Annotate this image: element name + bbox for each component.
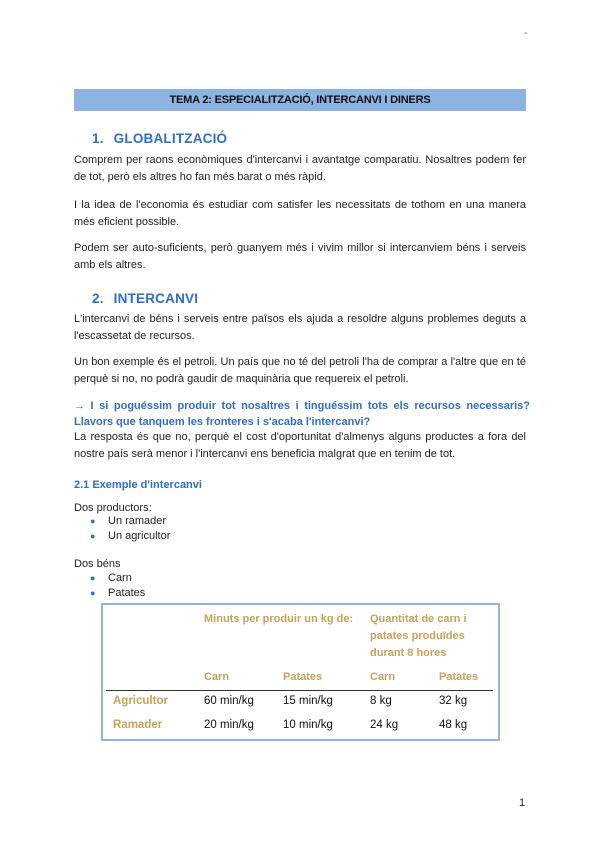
table-subheader: Carn [204,671,230,683]
producers-label: Dos productors: [74,502,152,514]
bullet-icon: ● [90,573,96,583]
goods-label: Dos béns [74,558,121,570]
table-divider [106,690,493,691]
list-item: ● Carn [90,572,132,584]
table-cell: 48 kg [439,719,468,731]
table-cell: 24 kg [370,719,399,731]
table-row-label: Ramader [113,719,163,731]
table-cell: 20 min/kg [204,719,254,731]
subsection-heading: 2.1 Exemple d'intercanvi [74,479,202,491]
answer-paragraph: La resposta és que no, perquè el cost d'oportunitat d'almenys alguns productes a fora del nostre país serà menor i l'intercanvi ens beneficia malgrat que en tenim de tot. [74,431,526,460]
table-subheader: Patates [283,671,323,683]
table-cell: 10 min/kg [283,719,333,731]
section-heading-intercanvi [92,291,198,306]
document-title: TEMA 2: ESPECIALITZACIÓ, INTERCANVI I DINERS [74,89,526,111]
bullet-icon: ● [90,516,96,526]
paragraph: Podem ser auto-suficients, però guanyem més i vivim millor si intercanviem béns i serveis amb els altres. [74,242,526,271]
table-cell: 32 kg [439,695,468,707]
paragraph: Comprem per raons econòmiques d'intercanvi i avantatge comparatiu. Nosaltres podem fer de tot, però els altres ho fan més barat o més ràpid. [74,154,526,183]
table-group-header: Minuts per produir un kg de: [204,613,354,625]
question-text: → I si poguéssim produir tot nosaltres i tinguéssim tots els recursos necessaris? Llavors que tanquem les fronteres i s'acaba l'intercanvi? [74,400,530,428]
list-item: ● Un agricultor [90,530,171,542]
section-heading-globalitzacio [92,131,227,146]
section-title: GLOBALITZACIÓ [113,131,228,146]
bullet-icon: ● [90,588,96,598]
table-cell: 15 min/kg [283,695,333,707]
table-cell: 60 min/kg [204,695,254,707]
bullet-icon: ● [90,531,96,541]
list-item: ● Un ramader [90,515,167,527]
table-row-label: Agricultor [113,695,168,707]
paragraph: I la idea de l'economia és estudiar com satisfer les necessitats de tothom en una manera més eficient possible. [74,199,526,228]
table-cell: 8 kg [370,695,392,707]
section-number: 2. [92,291,104,306]
table-subheader: Carn [370,671,396,683]
section-title: INTERCANVI [113,291,199,306]
producers-list [90,514,170,544]
list-item: ● Patates [90,587,146,599]
table-group-header: Quantitat de carn i patates produïdes durant 8 hores [370,613,467,659]
table-subheader: Patates [439,671,479,683]
paragraph: L'intercanvi de béns i serveis entre països els ajuda a resoldre alguns problemes deguts a l'escassetat de recursos. [74,313,526,342]
goods-list [90,571,145,601]
paragraph: Un bon exemple és el petroli. Un país que no té del petroli l'ha de comprar a l'altre que en té perquè si no, no podrà gaudir de maquinària que requereix el petroli. [74,356,526,385]
page-number: 1 [519,797,526,809]
production-table [101,603,500,741]
corner-mark: - [524,28,528,39]
section-number: 1. [92,131,104,146]
